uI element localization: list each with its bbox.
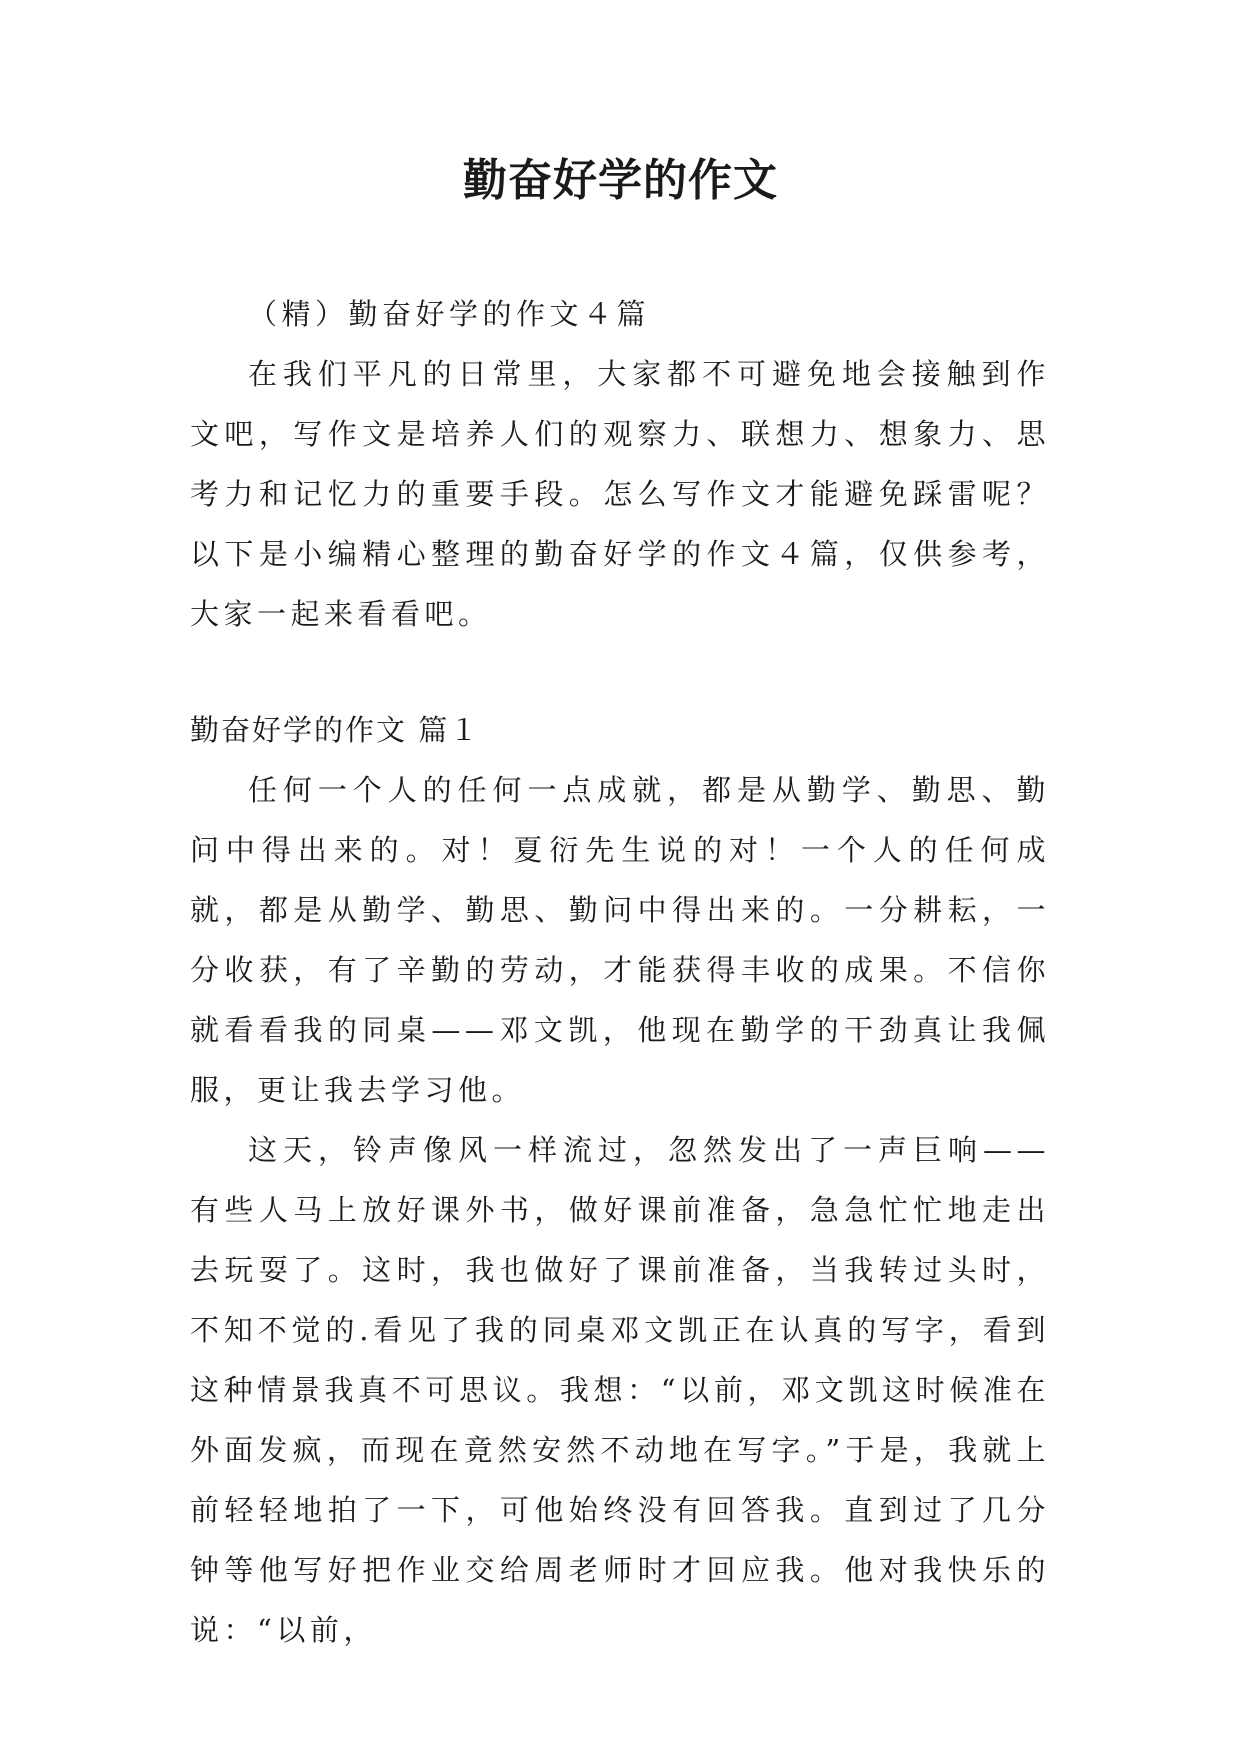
body-paragraph: 任何一个人的任何一点成就，都是从勤学、勤思、勤问中得出来的。对！夏衍先生说的对！一个人的任何成就，都是从勤学、勤思、勤问中得出来的。一分耕耘，一分收获，有了辛勤的劳动，才能获得丰收的成果。不信你就看看我的同桌——邓文凯，他现在勤学的干劲真让我佩服，更让我去学习他。 [190,773,1050,1107]
subtitle: （精）勤奋好学的作文４篇 [248,297,651,331]
document-title: 勤奋好学的作文 [463,155,778,206]
body-paragraph: 这天，铃声像风一样流过，忽然发出了一声巨响——有些人马上放好课外书，做好课前准备，急急忙忙地走出去玩耍了。这时，我也做好了课前准备，当我转过头时，不知不觉的.看见了我的同桌邓文凯正在认真的写字，看到这种情景我真不可思议。我想：“以前，邓文凯这时候准在外面发疯，而现在竟然安然不动地在写字。”于是，我就上前轻轻地拍了一下，可他始终没有回答我。直到过了几分钟等他写好把作业交给周老师时才回应我。他对我快乐的说：“以前， [190,1133,1050,1647]
section-heading: 勤奋好学的作文 篇１ [190,713,481,747]
document-body [190,284,1050,1660]
intro-paragraph: 在我们平凡的日常里，大家都不可避免地会接触到作文吧，写作文是培养人们的观察力、联想力、想象力、思考力和记忆力的重要手段。怎么写作文才能避免踩雷呢？以下是小编精心整理的勤奋好学的作文４篇，仅供参考，大家一起来看看吧。 [190,357,1050,631]
